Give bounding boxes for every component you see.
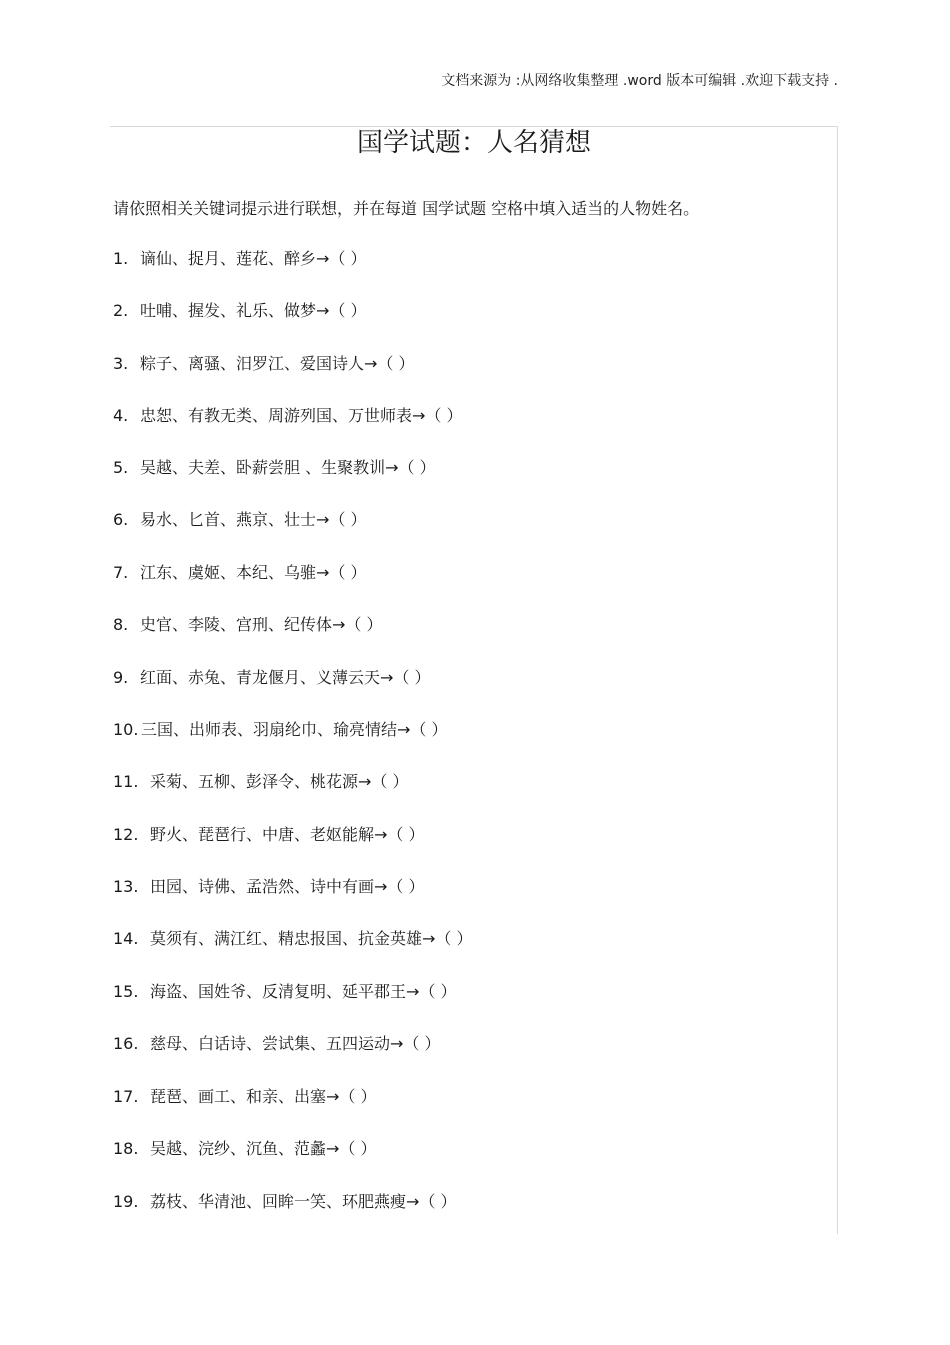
question-number: 2. <box>113 301 129 320</box>
question-text: 莫须有、满江红、精忠报国、抗金英雄→（ ） <box>150 929 473 948</box>
question-item-15 <box>113 981 457 1003</box>
question-text: 三国、出师表、羽扇纶巾、瑜亮情结→（ ） <box>141 720 448 739</box>
question-item-10 <box>113 719 448 741</box>
frame-right-border <box>837 126 838 1234</box>
question-number: 10. <box>113 720 139 739</box>
question-number: 9. <box>113 668 129 687</box>
question-item-5 <box>113 457 436 479</box>
question-text: 吴越、浣纱、沉鱼、范蠡→（ ） <box>150 1139 377 1158</box>
question-text: 易水、匕首、燕京、壮士→（ ） <box>140 510 367 529</box>
question-item-3 <box>113 353 415 375</box>
question-number: 6. <box>113 510 129 529</box>
question-number: 7. <box>113 563 129 582</box>
question-number: 13. <box>113 877 139 896</box>
page-header-source-note: 文档来源为 :从网络收集整理 .word 版本可编辑 .欢迎下载支持 . <box>441 73 838 89</box>
question-number: 5. <box>113 458 129 477</box>
question-text: 琵琶、画工、和亲、出塞→（ ） <box>150 1087 377 1106</box>
question-text: 田园、诗佛、孟浩然、诗中有画→（ ） <box>150 877 425 896</box>
question-text: 吐哺、握发、礼乐、做梦→（ ） <box>140 301 367 320</box>
question-item-13 <box>113 876 425 898</box>
question-item-4 <box>113 405 463 427</box>
question-item-6 <box>113 509 367 531</box>
question-text: 忠恕、有教无类、周游列国、万世师表→（ ） <box>140 406 463 425</box>
question-text: 采菊、五柳、彭泽令、桃花源→（ ） <box>150 772 409 791</box>
question-item-16 <box>113 1033 441 1055</box>
question-text: 慈母、白话诗、尝试集、五四运动→（ ） <box>150 1034 441 1053</box>
question-item-17 <box>113 1086 377 1108</box>
question-number: 12. <box>113 825 139 844</box>
question-item-11 <box>113 771 409 793</box>
question-text: 吴越、夫差、卧薪尝胆 、生聚教训→（ ） <box>140 458 436 477</box>
question-item-14 <box>113 928 473 950</box>
question-number: 3. <box>113 354 129 373</box>
question-number: 19. <box>113 1192 139 1211</box>
question-number: 18. <box>113 1139 139 1158</box>
instructions-text: 请依照相关关键词提示进行联想，并在每道 国学试题 空格中填入适当的人物姓名。 <box>113 199 700 218</box>
question-item-8 <box>113 614 383 636</box>
question-number: 14. <box>113 929 139 948</box>
question-number: 16. <box>113 1034 139 1053</box>
question-number: 4. <box>113 406 129 425</box>
question-text: 红面、赤兔、青龙偃月、义薄云天→（ ） <box>140 668 431 687</box>
question-text: 谪仙、捉月、莲花、醉乡→（ ） <box>140 249 367 268</box>
question-item-2 <box>113 300 367 322</box>
question-text: 海盗、国姓爷、反清复明、延平郡王→（ ） <box>150 982 457 1001</box>
document-title: 国学试题：人名猜想 <box>356 128 591 158</box>
question-text: 荔枝、华清池、回眸一笑、环肥燕瘦→（ ） <box>150 1192 457 1211</box>
question-item-7 <box>113 562 367 584</box>
question-number: 1. <box>113 249 129 268</box>
question-text: 江东、虞姬、本纪、乌骓→（ ） <box>140 563 367 582</box>
question-item-19 <box>113 1191 457 1213</box>
question-text: 野火、琵琶行、中唐、老妪能解→（ ） <box>150 825 425 844</box>
question-item-9 <box>113 667 431 689</box>
question-item-18 <box>113 1138 377 1160</box>
question-number: 11. <box>113 772 139 791</box>
question-number: 17. <box>113 1087 139 1106</box>
question-number: 8. <box>113 615 129 634</box>
question-number: 15. <box>113 982 139 1001</box>
question-text: 史官、李陵、宫刑、纪传体→（ ） <box>140 615 383 634</box>
question-text: 粽子、离骚、汨罗江、爱国诗人→（ ） <box>140 354 415 373</box>
question-item-12 <box>113 824 425 846</box>
question-item-1 <box>113 248 367 270</box>
